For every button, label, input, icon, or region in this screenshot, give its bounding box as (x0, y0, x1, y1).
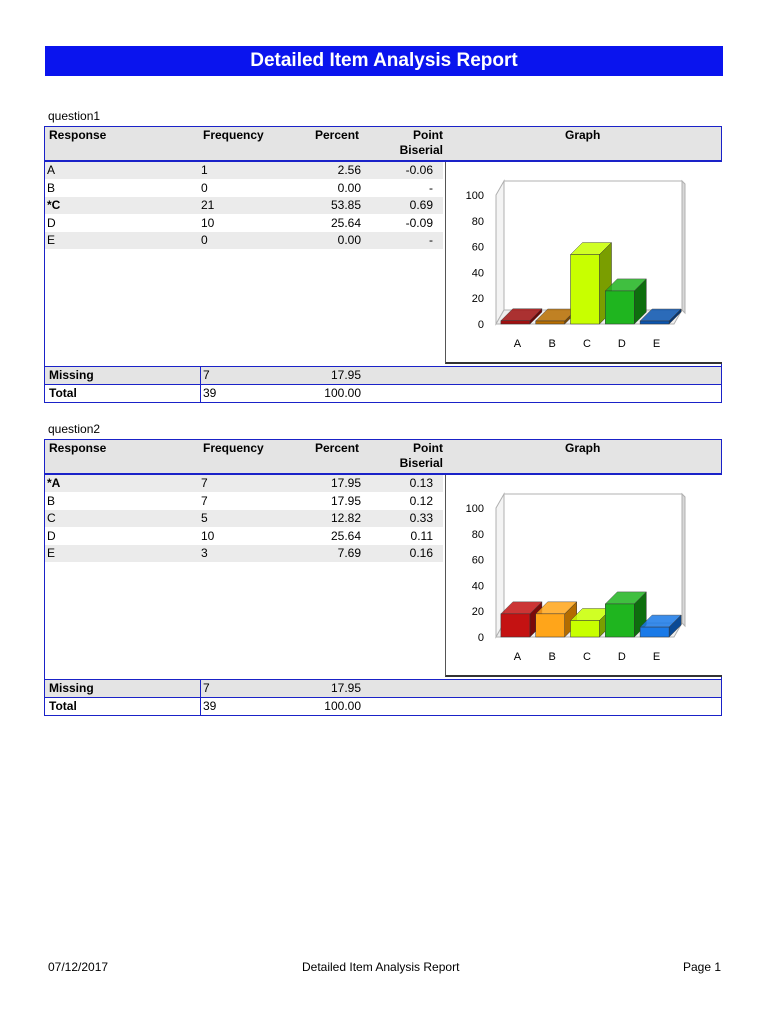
col-response: Response (49, 128, 107, 142)
x-tick-label: C (583, 338, 591, 350)
y-tick-label: 40 (471, 267, 484, 280)
frequency-cell: 7 (201, 476, 208, 490)
x-tick-label: E (652, 338, 661, 350)
table-body (44, 160, 722, 368)
response-cell: D (47, 215, 56, 230)
x-tick-label: A (513, 338, 522, 350)
graph-panel (445, 162, 722, 364)
y-tick-label: 20 (471, 606, 484, 619)
col-frequency: Frequency (203, 128, 264, 142)
point-biserial-cell: -0.06 (405, 163, 433, 177)
table-row (45, 232, 443, 249)
col-percent: Percent (315, 441, 360, 455)
x-tick-label: D (617, 338, 626, 350)
percent-cell: 12.82 (330, 511, 361, 525)
percent-cell: 7.69 (337, 546, 361, 560)
missing-label: Missing (49, 681, 94, 695)
col-biserial: Biserial (399, 143, 443, 157)
y-tick-label: 80 (471, 215, 484, 228)
response-cell: *A (47, 476, 61, 490)
frequency-cell: 0 (201, 233, 208, 247)
footer-date: 07/12/2017 (48, 960, 109, 974)
table-row (45, 493, 443, 510)
point-biserial-cell: 0.69 (409, 198, 433, 212)
missing-row (44, 366, 722, 385)
question-label: question2 (48, 422, 101, 436)
bar (605, 604, 634, 637)
bar (640, 321, 669, 324)
frequency-cell: 1 (201, 163, 208, 177)
y-tick-label: 40 (471, 580, 484, 593)
x-tick-label: C (583, 651, 591, 663)
response-cell: B (47, 493, 56, 508)
total-frequency: 39 (203, 699, 217, 713)
table-header (44, 439, 722, 474)
frequency-cell: 21 (201, 198, 215, 212)
response-cell: E (47, 233, 56, 247)
x-tick-label: A (513, 651, 522, 663)
point-biserial-cell: 0.33 (409, 511, 433, 525)
y-tick-label: 0 (477, 319, 484, 331)
percent-cell: 17.95 (330, 493, 361, 508)
y-tick-label: 60 (471, 241, 484, 254)
table-row (45, 197, 443, 214)
graph-panel (445, 475, 722, 677)
x-tick-label: E (652, 651, 661, 663)
x-tick-label: D (617, 651, 626, 663)
missing-row (44, 679, 722, 698)
bar-chart (446, 475, 722, 675)
y-tick-label: 60 (471, 554, 484, 567)
percent-cell: 2.56 (337, 163, 361, 177)
col-percent: Percent (315, 128, 360, 142)
table-row (45, 510, 443, 527)
question-section (44, 126, 722, 406)
y-tick-label: 80 (471, 528, 484, 541)
x-tick-label: B (548, 338, 556, 350)
missing-frequency: 7 (203, 681, 210, 695)
col-point: Point (413, 128, 443, 142)
missing-percent: 17.95 (330, 681, 361, 695)
y-tick-label: 0 (477, 632, 484, 644)
chart-side-wall (496, 181, 504, 324)
total-percent: 100.00 (324, 386, 361, 400)
missing-label: Missing (49, 368, 94, 382)
point-biserial-cell: 0.13 (409, 476, 433, 490)
percent-cell: 53.85 (330, 198, 361, 212)
response-cell: B (47, 180, 56, 195)
point-biserial-cell: -0.09 (405, 215, 433, 230)
y-tick-label: 100 (465, 503, 484, 515)
missing-frequency: 7 (203, 368, 210, 382)
bar (640, 627, 669, 637)
table-body (44, 473, 722, 681)
frequency-cell: 10 (201, 528, 215, 543)
frequency-cell: 5 (201, 511, 208, 525)
report-title: Detailed Item Analysis Report (45, 46, 723, 76)
total-row (44, 384, 722, 403)
response-cell: A (47, 163, 56, 177)
bar (501, 321, 530, 324)
frequency-cell: 0 (201, 180, 208, 195)
response-cell: *C (47, 198, 61, 212)
table-row (45, 475, 443, 492)
point-biserial-cell: - (429, 180, 433, 195)
frequency-cell: 7 (201, 493, 208, 508)
point-biserial-cell: 0.11 (410, 528, 433, 543)
total-percent: 100.00 (324, 699, 361, 713)
point-biserial-cell: 0.12 (409, 493, 433, 508)
table-row (45, 162, 443, 179)
chart-edge (682, 181, 685, 313)
chart-edge (682, 494, 685, 626)
bar-chart (446, 162, 722, 362)
table-row (45, 215, 443, 232)
percent-cell: 0.00 (337, 233, 361, 247)
bar (536, 614, 565, 637)
bar (605, 291, 634, 324)
col-graph: Graph (565, 128, 601, 142)
total-frequency: 39 (203, 386, 217, 400)
col-biserial: Biserial (399, 456, 443, 470)
table-row (45, 545, 443, 562)
frequency-cell: 10 (201, 215, 215, 230)
response-cell: C (47, 511, 56, 525)
bar (571, 620, 600, 637)
footer-report-name: Detailed Item Analysis Report (302, 960, 460, 974)
response-cell: E (47, 546, 56, 560)
bar (501, 614, 530, 637)
y-tick-label: 100 (465, 190, 484, 202)
point-biserial-cell: 0.16 (409, 546, 433, 560)
bar (536, 321, 565, 324)
table-header (44, 126, 722, 161)
table-row (45, 180, 443, 197)
total-label: Total (49, 386, 77, 400)
x-tick-label: B (548, 651, 556, 663)
col-point: Point (413, 441, 443, 455)
percent-cell: 25.64 (330, 215, 361, 230)
percent-cell: 0.00 (337, 180, 361, 195)
missing-percent: 17.95 (330, 368, 361, 382)
total-label: Total (49, 699, 77, 713)
col-response: Response (49, 441, 107, 455)
total-row (44, 697, 722, 716)
question-label: question1 (48, 109, 101, 123)
response-cell: D (47, 528, 56, 543)
footer-page-number: Page 1 (683, 960, 722, 974)
point-biserial-cell: - (429, 233, 433, 247)
percent-cell: 25.64 (330, 528, 361, 543)
question-section (44, 439, 722, 719)
col-frequency: Frequency (203, 441, 264, 455)
bar (571, 255, 600, 324)
col-graph: Graph (565, 441, 601, 455)
y-tick-label: 20 (471, 293, 484, 306)
frequency-cell: 3 (201, 546, 208, 560)
table-row (45, 528, 443, 545)
percent-cell: 17.95 (330, 476, 361, 490)
